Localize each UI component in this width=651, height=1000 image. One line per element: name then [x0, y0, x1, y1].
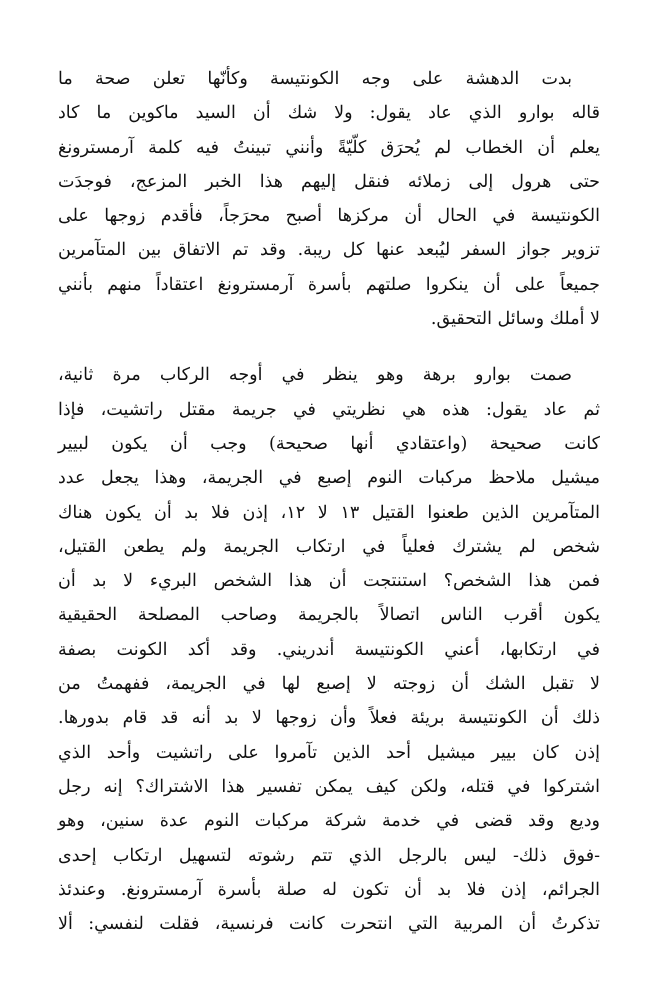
text-line: كانت صحيحة (واعتقادي أنها صحيحة) وجب أن يكون لبيير — [58, 433, 600, 454]
text-line: بدت الدهشة على وجه الكونتيسة وكأنّها تعلن صحة ما — [58, 69, 572, 89]
text-line: يكون أقرب الناس اتصالاً بالجريمة وصاحب المصلحة الحقيقية — [58, 605, 600, 626]
text-line: الكونتيسة في الحال أن مركزها أصبح محرَجاً، فأقدم زوجها على — [58, 206, 600, 227]
text-line: ثم عاد يقول: هذه هي نظريتي في جريمة مقتل راتشيت، فإذا — [58, 399, 600, 420]
text-line: حتى هرول إلى زملائه فنقل إليهم هذا الخبر المزعج، فوجدَت — [58, 171, 600, 192]
text-line: اشتركوا في قتله، ولكن كيف يمكن تفسير هذا الاشتراك؟ إنه رجل — [58, 776, 600, 797]
text-line: لا أملك وسائل التحقيق. — [430, 309, 600, 330]
text-line: تذكرتُ أن المربية التي انتحرت كانت فرنسية، فقلت لنفسي: ألا — [58, 914, 600, 935]
paragraph-2 — [58, 358, 600, 941]
text-line: وديع وقد قضى في خدمة شركة مركبات النوم عدة سنين، وهو — [58, 811, 600, 832]
text-line: يعلم أن الخطاب لم يُحرَق كلّيّةً وأنني تبينتُ فيه كلمة آرمسترونغ — [58, 137, 600, 158]
text-line: لا تقبل الشك أن زوجته لا إصبع لها في الجريمة، ففهمتُ من — [58, 674, 600, 695]
text-line: قاله بوارو الذي عاد يقول: ولا شك أن السيد ماكوين ما كاد — [58, 103, 600, 124]
book-page — [58, 62, 600, 941]
text-line: شخص لم يشترك فعلياً في ارتكاب الجريمة ولم يطعن القتيل، — [58, 536, 600, 557]
text-line: في ارتكابها، أعني الكونتيسة أندريني. وقد أكد الكونت بصفة — [58, 639, 600, 660]
text-line: جميعاً على أن ينكروا صلتهم بأسرة آرمسترونغ اعتقاداً منهم بأنني — [58, 274, 600, 295]
paragraph-1 — [58, 62, 600, 336]
text-line: فمن هذا الشخص؟ استنتجت أن هذا الشخص البريء لا بد أن — [58, 571, 600, 592]
text-line: تزوير جواز السفر ليُبعد عنها كل ريبة. وقد تم الاتفاق بين المتآمرين — [58, 240, 600, 261]
text-line: صمت بوارو برهة وهو ينظر في أوجه الركاب مرة ثانية، — [58, 365, 572, 386]
text-line: المتآمرين الذين طعنوا القتيل ١٣ لا ١٢، إذن فلا بد أن يكون هناك — [58, 502, 601, 523]
text-line: ميشيل ملاحظ مركبات النوم إصبع في الجريمة، وهذا يجعل عدد — [58, 468, 600, 489]
text-line: إذن كان بيير ميشيل أحد الذين تآمروا على راتشيت وأحد الذي — [58, 742, 600, 763]
text-line: -فوق ذلك- ليس بالرجل الذي تتم رشوته لتسهيل ارتكاب إحدى — [58, 845, 600, 866]
text-line: ذلك أن الكونتيسة بريئة فعلاً وأن زوجها لا بد أنه قد قام بدورها. — [58, 708, 600, 729]
text-line: الجرائم، إذن فلا بد أن تكون له صلة بأسرة آرمسترونغ. وعندئذ — [58, 879, 600, 900]
